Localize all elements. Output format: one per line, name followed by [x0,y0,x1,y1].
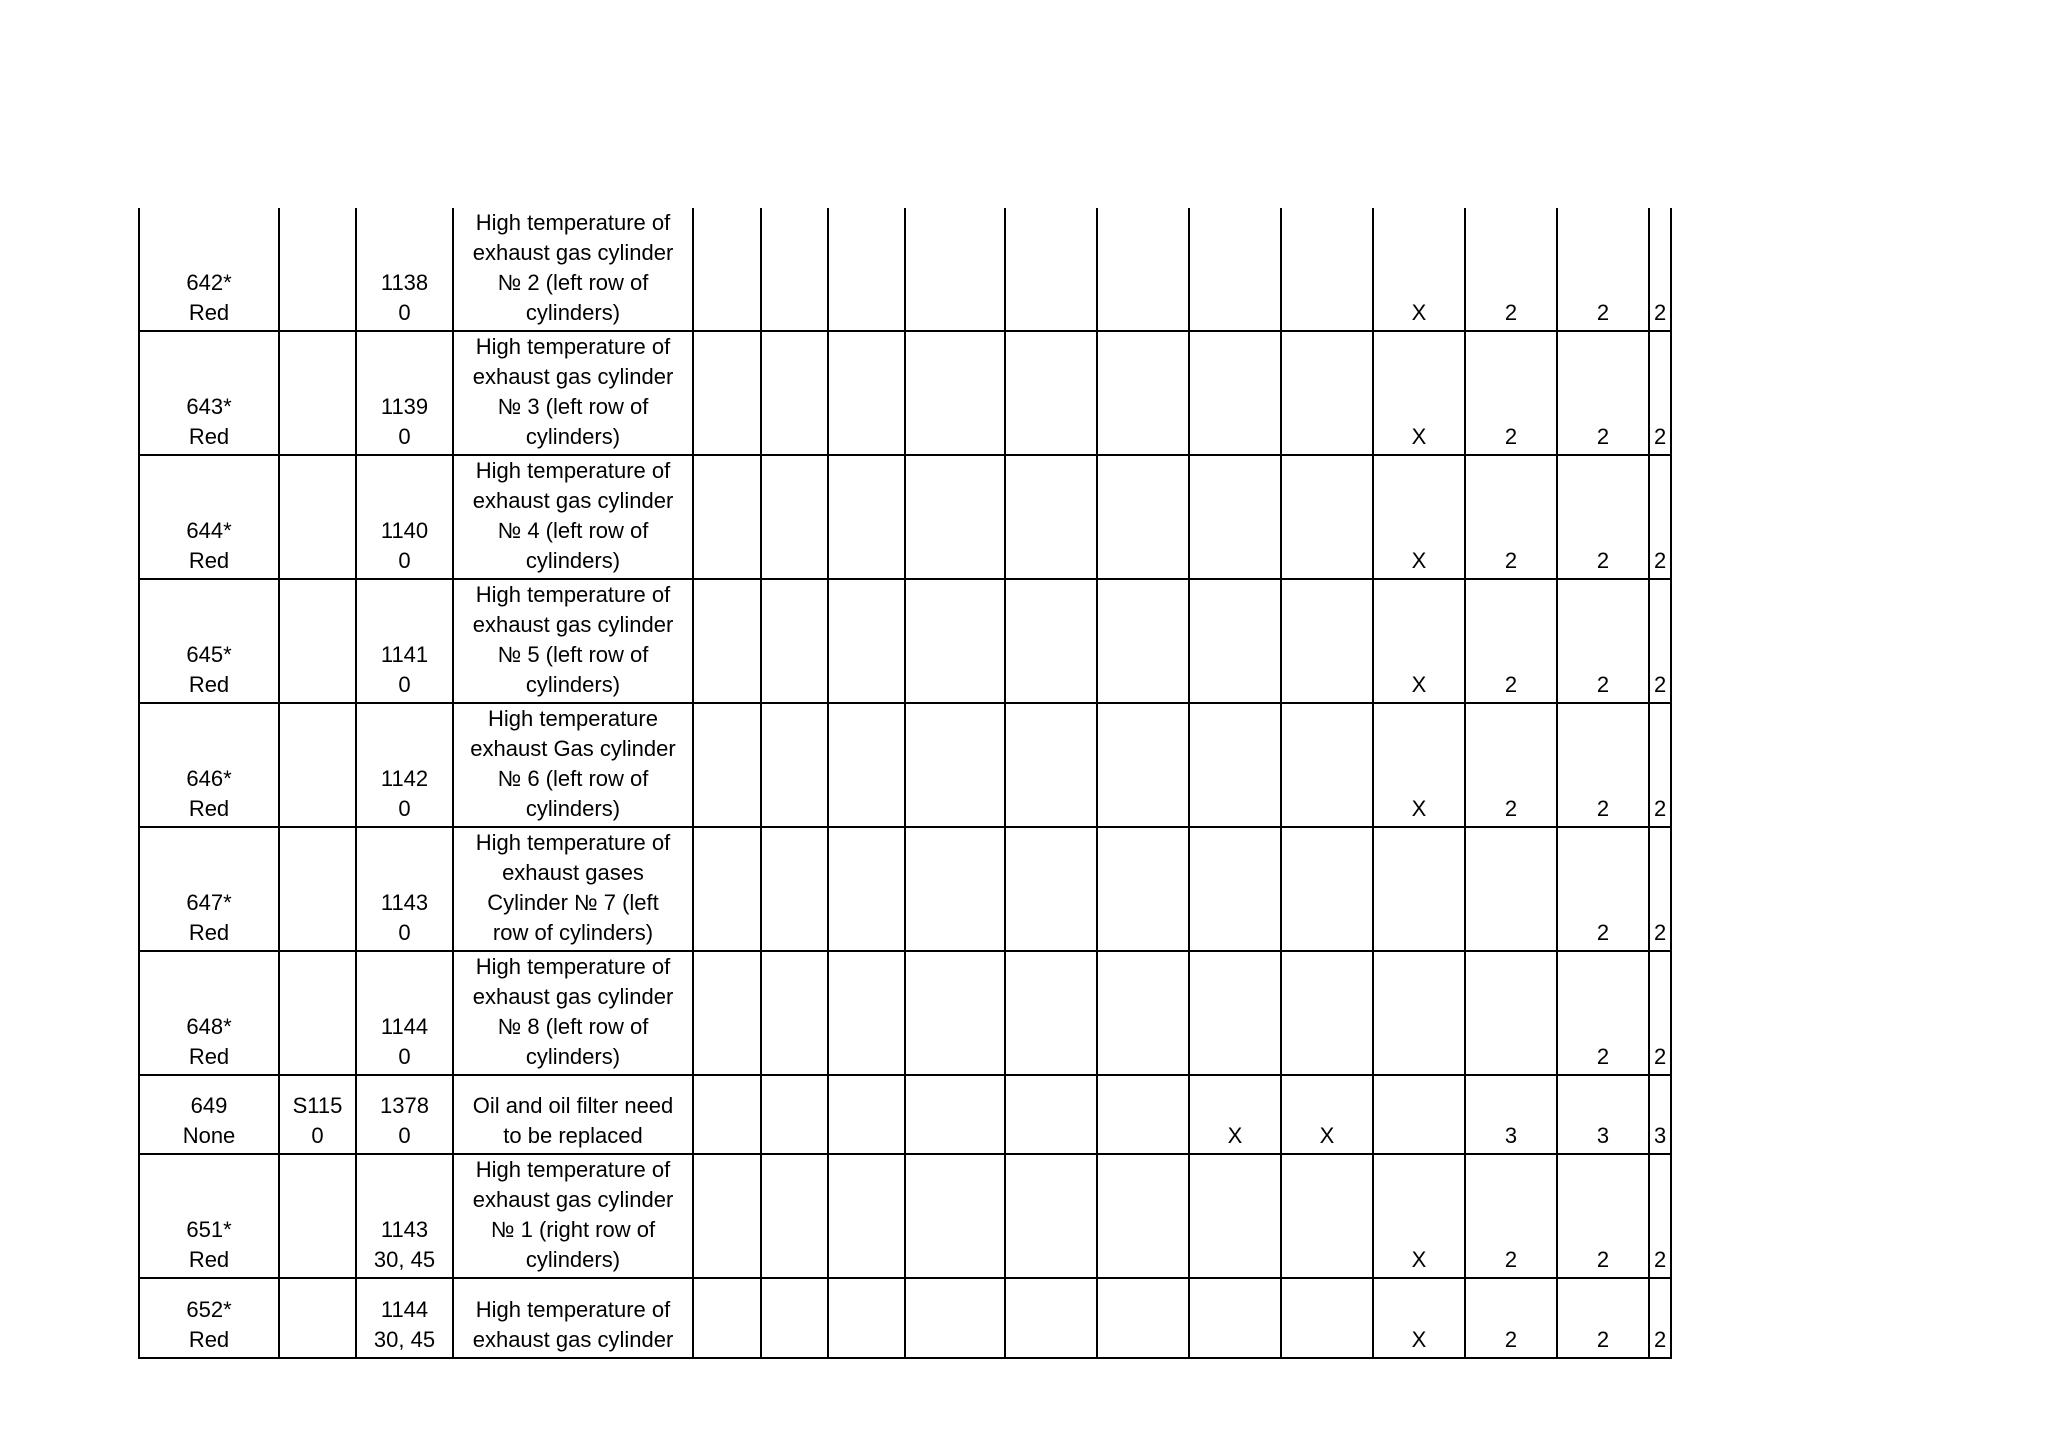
mark-cell: 2 [1465,703,1557,827]
description-cell-line: High temperature of [475,1297,671,1322]
s-code-cell [279,951,356,1075]
description-cell [453,455,693,579]
mark-cell [693,703,761,827]
description-cell-line: № 1 (right row of [490,1217,656,1242]
code-cell-line: 649 [190,1093,228,1118]
mark-cell: X [1373,208,1465,331]
mark-cell: 3 [1649,1075,1671,1154]
description-cell-line: High temperature of [475,334,671,359]
description-cell-line: exhaust gas cylinder [472,1187,674,1212]
mark-cell [1281,208,1373,331]
number-cell [356,1278,453,1358]
table-row [139,579,1671,703]
description-cell-line: № 6 (left row of [497,766,649,791]
mark-cell [1373,1075,1465,1154]
description-cell-line: cylinders) [525,1044,621,1069]
mark-cell [828,1278,905,1358]
s-code-cell-line: S115 [292,1093,343,1118]
number-cell [356,1075,453,1154]
description-cell [453,208,693,331]
description-cell-line: High temperature of [475,830,671,855]
s-code-cell-line: 0 [311,1123,324,1148]
mark-cell: 2 [1557,703,1649,827]
mark-cell [1465,827,1557,951]
number-cell-line: 0 [398,920,411,945]
mark-cell [693,1075,761,1154]
mark-cell [905,1278,1005,1358]
number-cell-line: 1141 [380,642,429,667]
description-cell-line: cylinders) [525,424,621,449]
number-cell [356,208,453,331]
description-cell-line: row of cylinders) [492,920,654,945]
code-cell-line: Red [188,548,230,573]
mark-cell [828,1154,905,1278]
mark-cell [1005,827,1097,951]
table-row [139,703,1671,827]
description-cell [453,827,693,951]
mark-cell [693,579,761,703]
mark-cell [828,951,905,1075]
code-cell-line: Red [188,424,230,449]
description-cell [453,951,693,1075]
description-cell-line: exhaust gas cylinder [472,984,674,1009]
table-row [139,455,1671,579]
description-cell [453,331,693,455]
code-cell [139,703,279,827]
mark-cell [1097,703,1189,827]
code-cell [139,579,279,703]
mark-cell [1281,1278,1373,1358]
mark-cell: 2 [1649,579,1671,703]
mark-cell: 2 [1557,579,1649,703]
mark-cell: 2 [1557,827,1649,951]
mark-cell [828,703,905,827]
number-cell-line: 0 [398,1123,411,1148]
mark-cell [1097,951,1189,1075]
s-code-cell [279,1075,356,1154]
number-cell [356,455,453,579]
number-cell-line: 1142 [380,766,429,791]
mark-cell: 2 [1649,331,1671,455]
mark-cell: X [1373,455,1465,579]
description-cell-line: to be replaced [503,1123,643,1148]
mark-cell [1005,579,1097,703]
mark-cell [1189,579,1281,703]
number-cell-line: 0 [398,796,411,821]
mark-cell [1097,1278,1189,1358]
mark-cell [1373,951,1465,1075]
mark-cell: X [1373,1278,1465,1358]
mark-cell [905,331,1005,455]
mark-cell [1281,455,1373,579]
mark-cell [1189,331,1281,455]
description-cell-line: cylinders) [525,796,621,821]
mark-cell [693,1278,761,1358]
description-cell-line: exhaust gases [502,860,644,885]
mark-cell [905,703,1005,827]
mark-cell [1005,1154,1097,1278]
s-code-cell [279,208,356,331]
mark-cell [1281,951,1373,1075]
mark-cell [1281,703,1373,827]
code-cell-line: Red [188,920,230,945]
code-cell-line: 651* [186,1217,232,1242]
mark-cell: 3 [1465,1075,1557,1154]
number-cell-line: 1143 [380,890,429,915]
number-cell-line: 1144 [380,1014,429,1039]
table-row [139,1075,1671,1154]
mark-cell [693,1154,761,1278]
mark-cell [693,208,761,331]
description-cell [453,579,693,703]
mark-cell [905,579,1005,703]
mark-cell: X [1373,1154,1465,1278]
mark-cell [693,331,761,455]
number-cell [356,331,453,455]
mark-cell: X [1373,331,1465,455]
mark-cell [761,579,828,703]
number-cell-line: 0 [398,424,411,449]
mark-cell [1005,951,1097,1075]
mark-cell [905,1154,1005,1278]
description-cell-line: exhaust gas cylinder [472,240,674,265]
code-cell-line: Red [188,672,230,697]
mark-cell: 2 [1557,1154,1649,1278]
description-cell [453,1278,693,1358]
mark-cell [1189,208,1281,331]
description-cell-line: High temperature of [475,210,671,235]
code-cell [139,1075,279,1154]
description-cell-line: cylinders) [525,1247,621,1272]
description-cell-line: Oil and oil filter need [472,1093,674,1118]
mark-cell [905,455,1005,579]
table-row [139,331,1671,455]
description-cell-line: High temperature of [475,458,671,483]
description-cell-line: № 4 (left row of [497,518,649,543]
s-code-cell [279,579,356,703]
code-cell [139,455,279,579]
mark-cell [1097,331,1189,455]
description-cell-line: exhaust gas cylinder [472,364,674,389]
code-cell-line: Red [188,300,230,325]
mark-cell [761,331,828,455]
mark-cell [1005,703,1097,827]
mark-cell [1097,1154,1189,1278]
mark-cell [761,1075,828,1154]
mark-cell [828,455,905,579]
table-row [139,208,1671,331]
code-cell-line: 645* [186,642,232,667]
s-code-cell [279,703,356,827]
number-cell [356,951,453,1075]
mark-cell [1005,1278,1097,1358]
mark-cell: 2 [1649,455,1671,579]
description-cell-line: № 2 (left row of [497,270,649,295]
mark-cell: 2 [1557,208,1649,331]
mark-cell: 2 [1649,703,1671,827]
code-cell-line: Red [188,1327,230,1352]
code-cell-line: 642* [186,270,232,295]
table-row [139,951,1671,1075]
mark-cell [828,208,905,331]
s-code-cell [279,331,356,455]
s-code-cell [279,1154,356,1278]
mark-cell [761,208,828,331]
s-code-cell [279,1278,356,1358]
code-cell-line: 647* [186,890,232,915]
code-cell [139,951,279,1075]
mark-cell: 2 [1465,579,1557,703]
mark-cell [761,703,828,827]
mark-cell [693,455,761,579]
mark-cell [1097,208,1189,331]
mark-cell [1097,579,1189,703]
mark-cell: 2 [1557,1278,1649,1358]
mark-cell [828,331,905,455]
description-cell [453,703,693,827]
code-cell-line: Red [188,1044,230,1069]
mark-cell [905,951,1005,1075]
mark-cell: 2 [1557,455,1649,579]
mark-cell [828,827,905,951]
mark-cell [1465,951,1557,1075]
mark-cell [1005,331,1097,455]
mark-cell [1281,1154,1373,1278]
description-cell-line: № 8 (left row of [497,1014,649,1039]
fault-code-table [138,208,1672,1359]
number-cell-line: 1144 [380,1297,429,1322]
description-cell-line: cylinders) [525,548,621,573]
mark-cell: 2 [1465,455,1557,579]
mark-cell [905,1075,1005,1154]
description-cell-line: High temperature of [475,1157,671,1182]
description-cell-line: exhaust gas cylinder [472,1327,674,1352]
mark-cell: 2 [1649,1154,1671,1278]
description-cell [453,1075,693,1154]
mark-cell [761,951,828,1075]
code-cell [139,331,279,455]
number-cell-line: 0 [398,548,411,573]
table-body [139,208,1671,1358]
mark-cell: X [1373,703,1465,827]
number-cell-line: 1139 [380,394,429,419]
code-cell-line: 648* [186,1014,232,1039]
s-code-cell [279,827,356,951]
description-cell-line: № 3 (left row of [497,394,649,419]
code-cell-line: None [182,1123,236,1148]
mark-cell: X [1281,1075,1373,1154]
mark-cell: X [1189,1075,1281,1154]
table-row [139,1154,1671,1278]
mark-cell [1189,1154,1281,1278]
description-cell-line: High temperature [488,706,658,731]
mark-cell [1005,208,1097,331]
mark-cell: 2 [1649,827,1671,951]
number-cell [356,703,453,827]
code-cell-line: 652* [186,1297,232,1322]
mark-cell: 2 [1465,1154,1557,1278]
number-cell-line: 1378 [380,1093,429,1118]
mark-cell [1097,455,1189,579]
mark-cell [1281,827,1373,951]
mark-cell [828,1075,905,1154]
code-cell-line: Red [188,1247,230,1272]
mark-cell [1005,1075,1097,1154]
code-cell-line: Red [188,796,230,821]
mark-cell [1189,703,1281,827]
mark-cell: 2 [1557,951,1649,1075]
code-cell-line: 646* [186,766,232,791]
mark-cell [828,579,905,703]
mark-cell [761,827,828,951]
mark-cell [1189,827,1281,951]
description-cell-line: exhaust gas cylinder [472,612,674,637]
mark-cell [905,208,1005,331]
description-cell [453,1154,693,1278]
number-cell-line: 1140 [380,518,429,543]
description-cell-line: cylinders) [525,672,621,697]
description-cell-line: № 5 (left row of [497,642,649,667]
number-cell-line: 1143 [380,1217,429,1242]
number-cell [356,579,453,703]
number-cell-line: 1138 [380,270,429,295]
mark-cell [1189,455,1281,579]
s-code-cell [279,455,356,579]
mark-cell [761,1154,828,1278]
number-cell-line: 30, 45 [373,1327,436,1352]
number-cell-line: 0 [398,672,411,697]
number-cell [356,1154,453,1278]
mark-cell: 3 [1557,1075,1649,1154]
code-cell [139,1154,279,1278]
mark-cell [905,827,1005,951]
description-cell-line: cylinders) [525,300,621,325]
mark-cell [693,951,761,1075]
table-row [139,1278,1671,1358]
mark-cell: 2 [1465,1278,1557,1358]
mark-cell: X [1373,579,1465,703]
mark-cell: 2 [1649,1278,1671,1358]
table-row [139,827,1671,951]
mark-cell [1189,1278,1281,1358]
description-cell-line: Cylinder № 7 (left [487,890,659,915]
number-cell [356,827,453,951]
code-cell-line: 644* [186,518,232,543]
code-cell [139,208,279,331]
mark-cell: 2 [1465,208,1557,331]
mark-cell [1373,827,1465,951]
number-cell-line: 0 [398,300,411,325]
mark-cell [1281,579,1373,703]
description-cell-line: exhaust gas cylinder [472,488,674,513]
mark-cell [761,455,828,579]
code-cell-line: 643* [186,394,232,419]
mark-cell [693,827,761,951]
mark-cell [761,1278,828,1358]
description-cell-line: High temperature of [475,582,671,607]
mark-cell: 2 [1465,331,1557,455]
mark-cell [1097,827,1189,951]
mark-cell: 2 [1649,208,1671,331]
mark-cell [1281,331,1373,455]
number-cell-line: 0 [398,1044,411,1069]
mark-cell: 2 [1649,951,1671,1075]
code-cell [139,1278,279,1358]
mark-cell: 2 [1557,331,1649,455]
mark-cell [1189,951,1281,1075]
mark-cell [1097,1075,1189,1154]
code-cell [139,827,279,951]
mark-cell [1005,455,1097,579]
number-cell-line: 30, 45 [373,1247,436,1272]
description-cell-line: High temperature of [475,954,671,979]
description-cell-line: exhaust Gas cylinder [470,736,676,761]
